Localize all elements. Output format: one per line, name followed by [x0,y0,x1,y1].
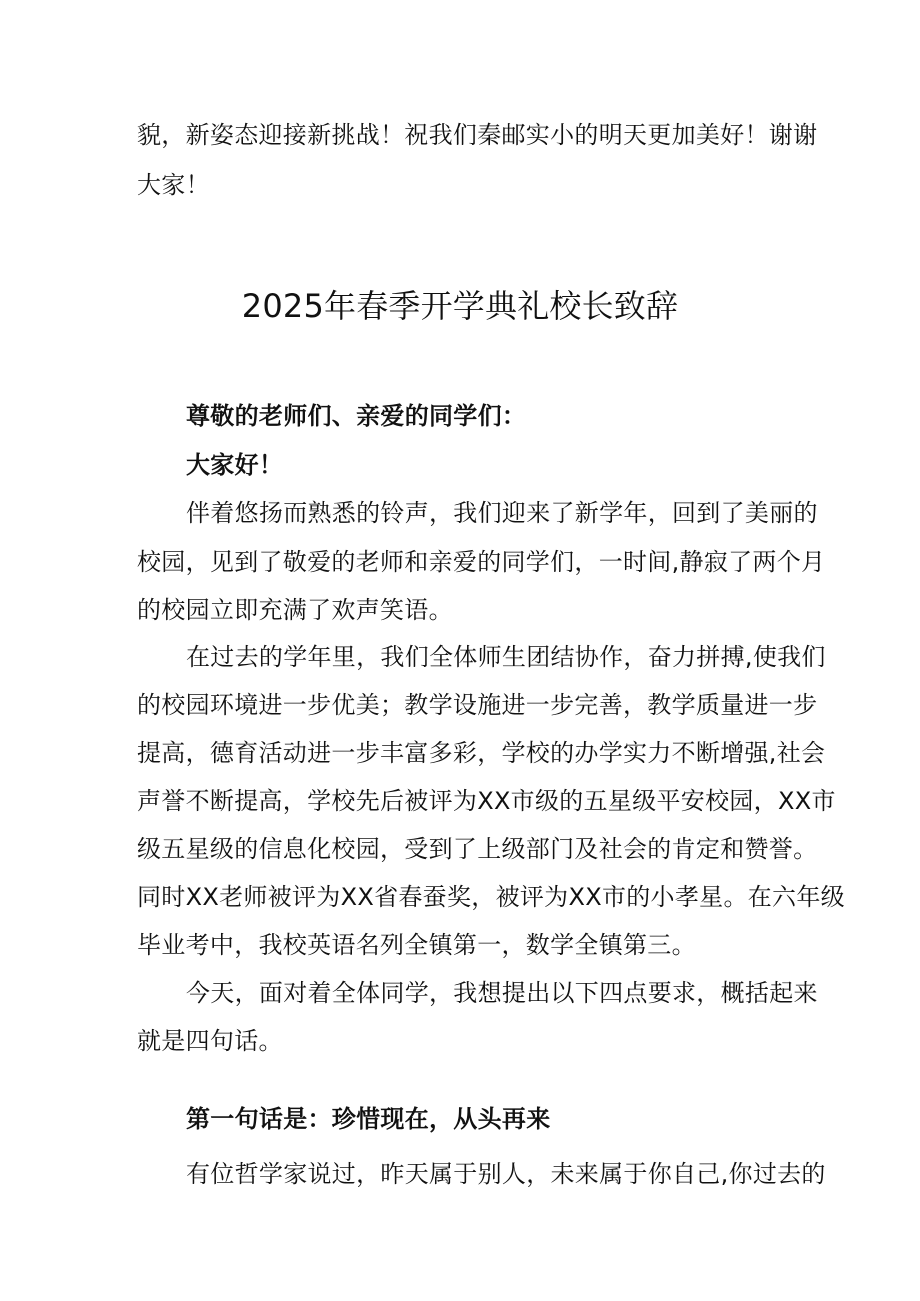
paragraph-2-line-6: 同时XX老师被评为XX省春蚕奖，被评为XX市的小孝星。在六年级 [137,883,845,911]
paragraph-2-line-4: 声誉不断提高，学校先后被评为XX市级的五星级平安校园，XX市 [137,787,836,815]
paragraph-3-line-1: 今天，面对着全体同学，我想提出以下四点要求，概括起来 [186,979,818,1007]
paragraph-2-line-7: 毕业考中，我校英语名列全镇第一，数学全镇第三。 [137,931,696,959]
salutation: 尊敬的老师们、亲爱的同学们： [186,402,527,430]
intro-line-2: 大家！ [137,171,210,199]
paragraph-3-line-2: 就是四句话。 [137,1027,283,1055]
page-title: 2025年春季开学典礼校长致辞 [241,287,679,325]
paragraph-2-line-2: 的校园环境进一步优美；教学设施进一步完善，教学质量进一步 [137,691,818,719]
paragraph-1-line-2: 校园，见到了敬爱的老师和亲爱的同学们，一时间,静寂了两个月 [137,548,826,576]
section-1-heading: 第一句话是：珍惜现在，从头再来 [186,1105,551,1133]
paragraph-2-line-3: 提高，德育活动进一步丰富多彩，学校的办学实力不断增强,社会 [137,739,826,767]
paragraph-2-line-5: 级五星级的信息化校园，受到了上级部门及社会的肯定和赞誉。 [137,835,818,863]
paragraph-1-line-1: 伴着悠扬而熟悉的铃声，我们迎来了新学年，回到了美丽的 [186,499,818,527]
intro-line-1: 貌，新姿态迎接新挑战！祝我们秦邮实小的明天更加美好！谢谢 [137,121,818,149]
section-1-line-1: 有位哲学家说过，昨天属于别人，未来属于你自己,你过去的 [186,1160,826,1188]
greeting: 大家好！ [186,451,284,479]
paragraph-1-line-3: 的校园立即充满了欢声笑语。 [137,596,453,624]
paragraph-2-line-1: 在过去的学年里，我们全体师生团结协作，奋力拼搏,使我们 [186,643,826,671]
